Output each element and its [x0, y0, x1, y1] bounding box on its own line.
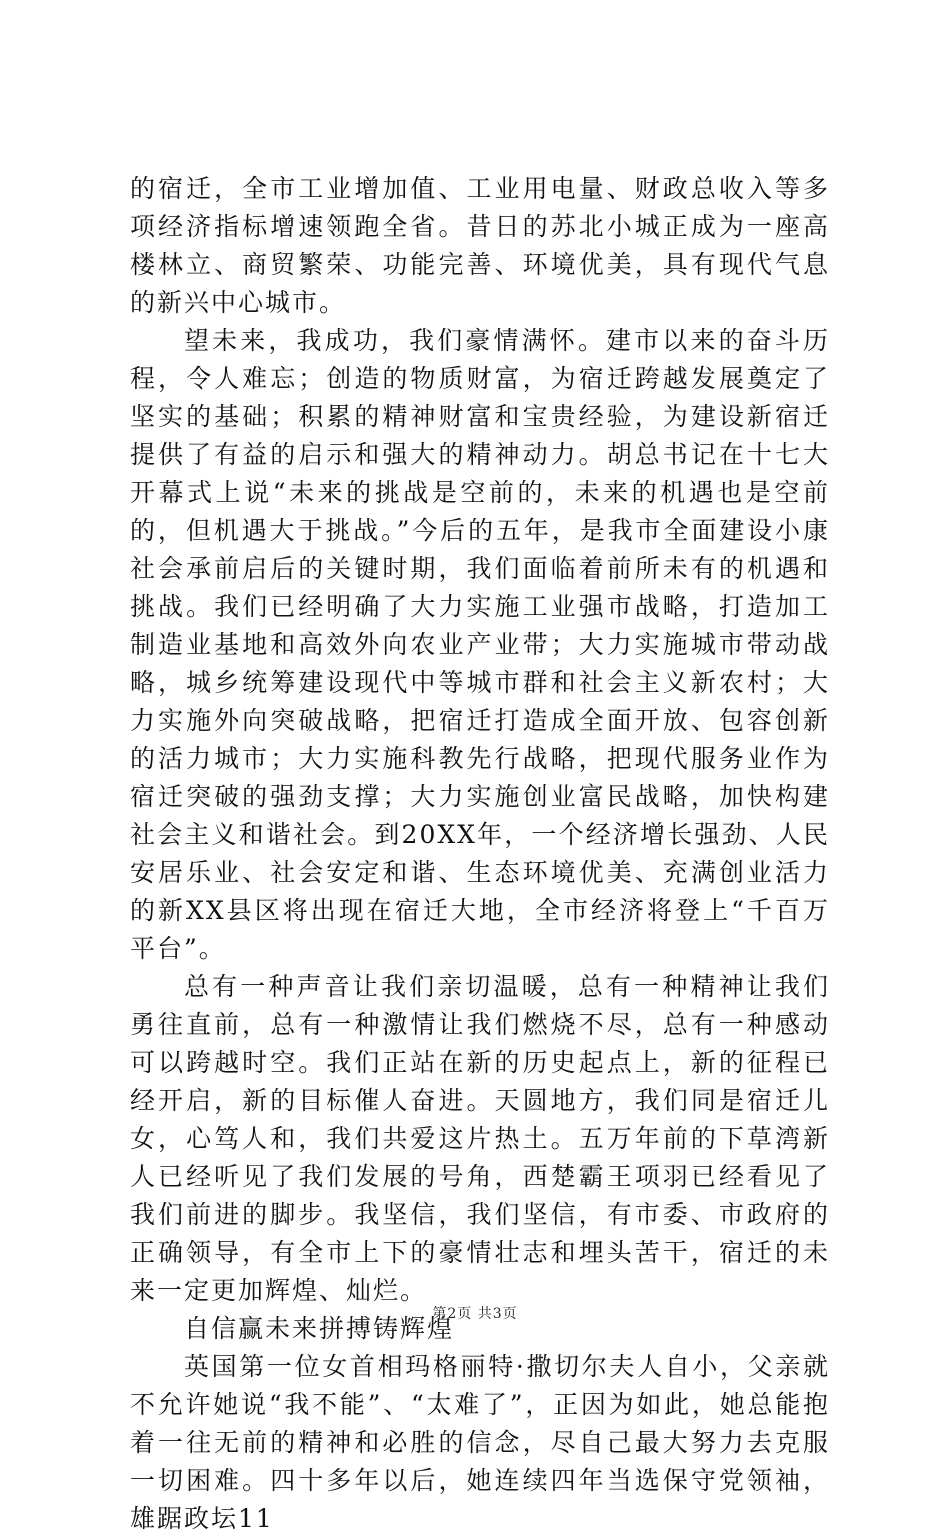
paragraph-voice: 总有一种声音让我们亲切温暖，总有一种精神让我们勇往直前，总有一种激情让我们燃烧不尽，总有一种感动可以跨越时空。我们正站在新的历史起点上，新的征程已经开启，新的目标催人奋进。天圆地方，我们同是宿迁儿女，心笃人和，我们共爱这片热土。五万年前的下草湾新人已经听见了我们发展的号角，西楚霸王项羽已经看见了我们前进的脚步。我坚信，我们坚信，有市委、市政府的正确领导，有全市上下的豪情壮志和埋头苦干，宿迁的未来一定更加辉煌、灿烂。	[130, 972, 830, 1305]
paragraph-future: 望未来，我成功，我们豪情满怀。建市以来的奋斗历程，令人难忘；创造的物质财富，为宿迁跨越发展奠定了坚实的基础；积累的精神财富和宝贵经验，为建设新宿迁提供了有益的启示和强大的精神动力。胡总书记在十七大开幕式上说“未来的挑战是空前的，未来的机遇也是空前的，但机遇大于挑战。”今后的五年，是我市全面建设小康社会承前启后的关键时期，我们面临着前所未有的机遇和挑战。我们已经明确了大力实施工业强市战略，打造加工制造业基地和高效外向农业产业带；大力实施城市带动战略，城乡统筹建设现代中等城市群和社会主义新农村；大力实施外向突破战略，把宿迁打造成全面开放、包容创新的活力城市；大力实施科教先行战略，把现代服务业作为宿迁突破的强劲支撑；大力实施创业富民战略，加快构建社会主义和谐社会。到20XX年，一个经济增长强劲、人民安居乐业、社会安定和谐、生态环境优美、充满创业活力的新XX县区将出现在宿迁大地，全市经济将登上“千百万平台”。	[130, 326, 830, 963]
paragraph-continuation: 的宿迁，全市工业增加值、工业用电量、财政总收入等多项经济指标增速领跑全省。昔日的苏北小城正成为一座高楼林立、商贸繁荣、功能完善、环境优美，具有现代气息的新兴中心城市。	[130, 174, 830, 317]
page-footer: 第2页 共3页	[432, 1306, 518, 1322]
paragraph-thatcher: 英国第一位女首相玛格丽特·撒切尔夫人自小，父亲就不允许她说“我不能”、“太难了”，正因为如此，她总能抱着一往无前的精神和必胜的信念，尽自己最大努力去克服一切困难。四十多年以后，她连续四年当选保守党领袖，雄踞政坛11	[130, 1352, 830, 1533]
section-heading: 自信赢未来拼搏铸辉煌	[184, 1314, 455, 1343]
document-body	[130, 170, 830, 1538]
